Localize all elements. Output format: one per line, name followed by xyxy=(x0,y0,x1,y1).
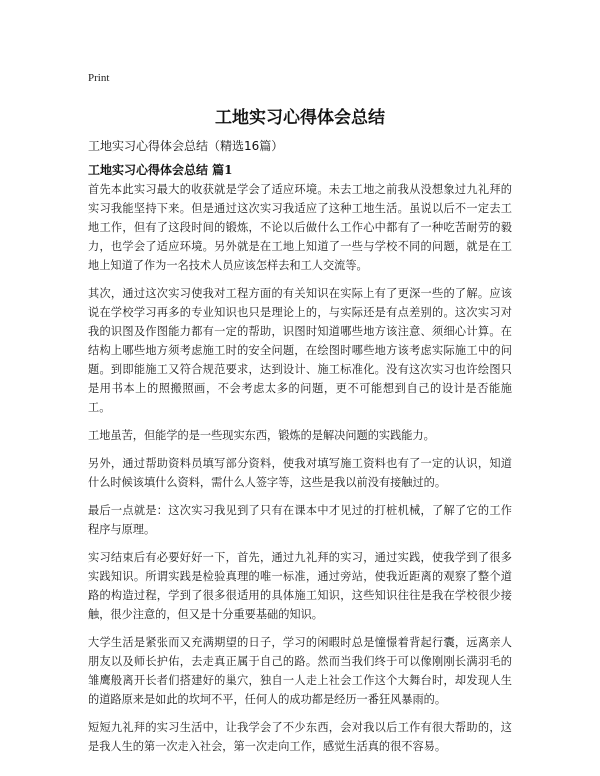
print-link[interactable]: Print xyxy=(88,72,110,84)
paragraph: 工地虽苦，但能学的是一些现实东西，锻炼的是解决问题的实践能力。 xyxy=(88,429,435,442)
paragraph: 首先本此实习最大的收获就是学会了适应环境。未去工地之前我从没想象过九礼拜的实习我能坚持下来。但是通过这次实习我适应了这种工地生活。虽说以后不一定去工地工作，但有了这段时间的锻炼，不论以后做什么工作心中都有了一种吃苦耐劳的毅力，也学会了适应环境。另外就是在工地上知道了一些与学校不同的问题，就是在工地上知道了作为一名技术人员应该怎样去和工人交流等。 xyxy=(88,183,512,272)
paragraph: 短短九礼拜的实习生活中，让我学会了不少东西，会对我以后工作有很大帮助的，这是我人生的第一次走入社会，第一次走向工作，感觉生活真的很不容易。 xyxy=(88,721,512,753)
paragraph: 最后一点就是：这次实习我见到了只有在课本中才见过的打桩机械，了解了它的工作程序与原理。 xyxy=(88,504,512,536)
paragraph: 其次，通过这次实习使我对工程方面的有关知识在实际上有了更深一些的了解。应该说在学校学习再多的专业知识也只是理论上的，与实际还是有点差别的。这次实习对我的识图及作图能力都有一定的帮助，识图时知道哪些地方该注意、须细心计算。在结构上哪些地方须考虑施工时的安全问题，在绘图时哪些地方该考虑实际施工中的问题。到即能施工又符合规范要求，达到设计、施工标准化。没有这次实习也许绘图只是用书本上的照搬照画，不会考虑太多的问题，更不可能想到自己的设计是否能施工。 xyxy=(88,287,512,414)
paragraph: 另外，通过帮助资料员填写部分资料，使我对填写施工资料也有了一定的认识，知道什么时候该填什么资料，需什么人签字等，这些是我以前没有接触过的。 xyxy=(88,457,512,489)
article-body xyxy=(88,180,512,765)
section-heading: 工地实习心得体会总结 篇1 xyxy=(88,163,233,177)
paragraph: 大学生活是紧张而又充满期望的日子，学习的闲暇时总是憧憬着背起行囊，远离亲人朋友以及师长护佑，去走真正属于自己的路。然而当我们终于可以像刚刚长满羽毛的雏鹰般离开长者们搭建好的巢穴，独自一人走上社会工作这个大舞台时，却发现人生的道路原来是如此的坎坷不平，任何人的成功都是经历一番狂风暴雨的。 xyxy=(88,636,512,706)
paragraph: 实习结束后有必要好好一下，首先，通过九礼拜的实习，通过实践，使我学到了很多实践知识。所谓实践是检验真理的唯一标准，通过旁站，使我近距离的观察了整个道路的构造过程，学到了很多很适用的具体施工知识，这些知识往往是我在学校很少接触，很少注意的，但又是十分重要基础的知识。 xyxy=(88,551,512,621)
page-title: 工地实习心得体会总结 xyxy=(215,108,385,128)
document-subtitle: 工地实习心得体会总结（精选16篇） xyxy=(88,139,284,153)
